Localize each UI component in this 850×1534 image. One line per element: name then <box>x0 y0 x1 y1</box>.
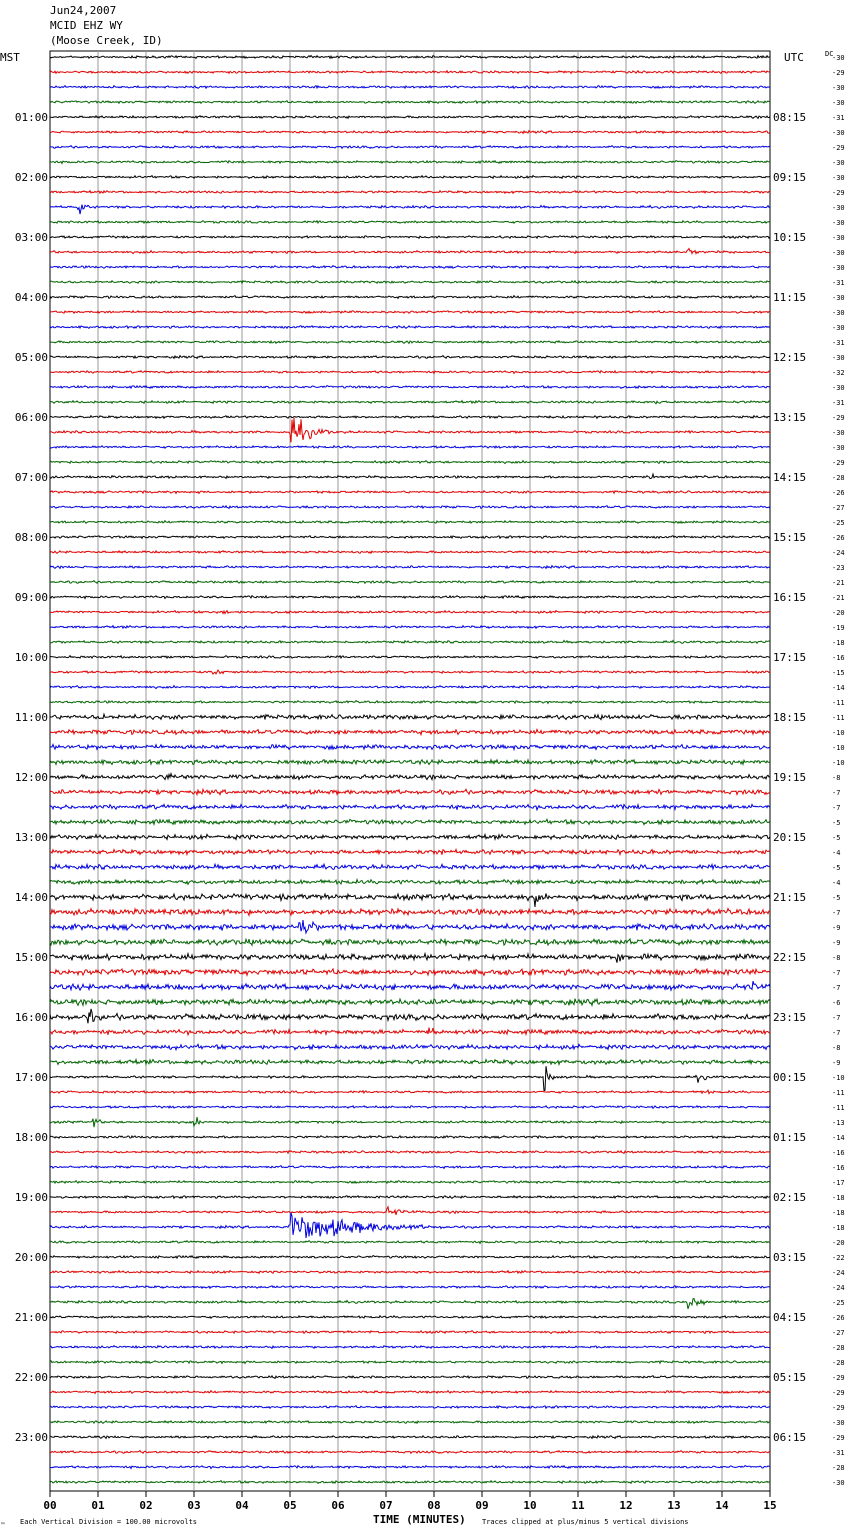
x-tick-label: 08 <box>427 1499 441 1512</box>
dc-offset-label: -28 <box>832 1464 845 1472</box>
seismic-trace-line <box>50 191 770 194</box>
dc-offset-label: -18 <box>832 1224 845 1232</box>
seismic-trace-line <box>50 506 770 509</box>
right-hour-label: 14:15 <box>773 471 807 484</box>
x-tick-label: 15 <box>763 1499 777 1512</box>
seismic-trace-line <box>50 236 770 239</box>
dc-offset-label: -7 <box>832 789 841 797</box>
dc-offset-label: -18 <box>832 1194 845 1202</box>
seismic-trace-line <box>50 626 770 629</box>
seismic-trace-line <box>50 146 770 149</box>
dc-offset-label: -8 <box>832 1044 841 1052</box>
left-hour-label: 07:00 <box>14 471 48 484</box>
right-hour-label: 09:15 <box>773 171 807 184</box>
seismic-trace-line <box>50 474 770 479</box>
dc-offset-label: -30 <box>832 294 845 302</box>
dc-offset-label: -5 <box>832 894 841 902</box>
seismic-trace-line <box>50 386 770 389</box>
right-hour-label: 18:15 <box>773 711 807 724</box>
dc-offset-label: -17 <box>832 1179 845 1187</box>
seismic-trace-line <box>50 131 770 134</box>
dc-offset-label: -30 <box>832 84 845 92</box>
dc-offset-label: -28 <box>832 474 845 482</box>
x-tick-label: 01 <box>91 1499 105 1512</box>
x-tick-label: 12 <box>619 1499 633 1512</box>
seismic-trace-line <box>50 205 770 215</box>
x-tick-label: 00 <box>43 1499 57 1512</box>
left-hour-label: 19:00 <box>14 1191 48 1204</box>
clip-note: Traces clipped at plus/minus 5 vertical divisions <box>482 1518 689 1526</box>
x-tick-label: 09 <box>475 1499 489 1512</box>
seismic-trace-line <box>50 416 770 419</box>
seismic-trace-line <box>50 1196 770 1199</box>
seismic-trace-line <box>50 521 770 524</box>
seismic-trace-line <box>50 296 770 299</box>
seismic-trace-line <box>50 1090 770 1094</box>
seismic-trace-line <box>50 56 770 59</box>
dc-offset-label: -16 <box>832 654 845 662</box>
x-tick-label: 05 <box>283 1499 297 1512</box>
dc-offset-label: -29 <box>832 189 845 197</box>
dc-offset-label: -30 <box>832 159 845 167</box>
left-hour-label: 21:00 <box>14 1311 48 1324</box>
right-hour-label: 19:15 <box>773 771 807 784</box>
right-hour-label: 23:15 <box>773 1011 807 1024</box>
dc-offset-label: -30 <box>832 384 845 392</box>
seismic-trace-line <box>50 596 770 599</box>
dc-offset-label: -24 <box>832 1284 845 1292</box>
seismic-trace-line <box>50 176 770 179</box>
left-hour-label: 05:00 <box>14 351 48 364</box>
seismic-trace-line <box>50 1117 770 1127</box>
right-hour-label: 04:15 <box>773 1311 807 1324</box>
dc-offset-label: -11 <box>832 1089 845 1097</box>
left-hour-label: 23:00 <box>14 1431 48 1444</box>
seismic-trace-line <box>50 1028 770 1035</box>
dc-offset-label: -25 <box>832 1299 845 1307</box>
dc-offset-label: -27 <box>832 1329 845 1337</box>
seismic-trace-line <box>50 1451 770 1454</box>
seismic-trace-line <box>50 1207 770 1215</box>
x-tick-label: 10 <box>523 1499 537 1512</box>
seismic-trace-line <box>50 611 770 614</box>
dc-offset-label: -29 <box>832 144 845 152</box>
dc-offset-label: -16 <box>832 1164 845 1172</box>
dc-offset-label: -29 <box>832 1404 845 1412</box>
dc-offset-label: -29 <box>832 414 845 422</box>
seismic-trace-line <box>50 1406 770 1409</box>
dc-offset-label: -7 <box>832 969 841 977</box>
dc-offset-label: -8 <box>832 774 841 782</box>
dc-offset-label: -20 <box>832 609 845 617</box>
right-hour-label: 12:15 <box>773 351 807 364</box>
left-hour-label: 13:00 <box>14 831 48 844</box>
dc-offset-label: -30 <box>832 54 845 62</box>
seismic-trace-line <box>50 551 770 554</box>
scale-note: Each Vertical Division = 100.00 microvolts <box>20 1518 198 1526</box>
seismic-trace-line <box>50 1316 770 1319</box>
seismic-trace-line <box>50 1391 770 1394</box>
x-tick-label: 06 <box>331 1499 345 1512</box>
dc-offset-label: -13 <box>832 1119 845 1127</box>
header-station: MCID EHZ WY <box>50 19 123 32</box>
dc-offset-label: -10 <box>832 759 845 767</box>
left-hour-label: 03:00 <box>14 231 48 244</box>
seismic-trace-line <box>50 789 770 794</box>
dc-offset-labels <box>832 54 845 1487</box>
right-hour-label: 16:15 <box>773 591 807 604</box>
seismic-trace-line <box>50 356 770 359</box>
x-tick-label: 04 <box>235 1499 249 1512</box>
dc-offset-label: -20 <box>832 1239 845 1247</box>
seismic-trace-line <box>50 1009 770 1023</box>
right-hour-label: 17:15 <box>773 651 807 664</box>
dc-offset-label: -5 <box>832 819 841 827</box>
dc-offset-label: -30 <box>832 174 845 182</box>
x-axis-label: TIME (MINUTES) <box>373 1513 466 1526</box>
dc-offset-label: -9 <box>832 939 841 947</box>
dc-offset-label: -23 <box>832 564 845 572</box>
seismic-trace-line <box>50 86 770 89</box>
dc-offset-label: -11 <box>832 1104 845 1112</box>
dc-offset-label: -30 <box>832 99 845 107</box>
right-hour-label: 22:15 <box>773 951 807 964</box>
seismic-trace-line <box>50 686 770 689</box>
seismic-trace-line <box>50 656 770 659</box>
dc-offset-label: -7 <box>832 1014 841 1022</box>
seismic-trace-line <box>50 641 770 644</box>
left-hour-label: 17:00 <box>14 1071 48 1084</box>
left-hour-label: 10:00 <box>14 651 48 664</box>
x-tick-label: 03 <box>187 1499 201 1512</box>
dc-offset-label: -29 <box>832 69 845 77</box>
dc-offset-label: -24 <box>832 549 845 557</box>
seismic-trace-line <box>50 1299 770 1309</box>
dc-offset-label: -31 <box>832 1449 845 1457</box>
dc-offset-label: -28 <box>832 1344 845 1352</box>
seismic-trace-line <box>50 729 770 734</box>
dc-offset-label: -4 <box>832 879 841 887</box>
right-hour-label: 20:15 <box>773 831 807 844</box>
seismic-trace-line <box>50 744 770 749</box>
seismic-trace-line <box>50 536 770 539</box>
seismic-trace-line <box>50 1421 770 1424</box>
seismic-trace-line <box>50 1181 770 1184</box>
dc-offset-label: -7 <box>832 1029 841 1037</box>
left-hour-label: 20:00 <box>14 1251 48 1264</box>
dc-offset-header: DC <box>825 50 834 58</box>
x-tick-label: 07 <box>379 1499 393 1512</box>
seismic-trace-line <box>50 116 770 119</box>
left-hour-label: 04:00 <box>14 291 48 304</box>
seismic-trace-line <box>50 1286 770 1289</box>
seismic-trace-line <box>50 920 770 933</box>
left-hour-label: 06:00 <box>14 411 48 424</box>
left-hour-label: 01:00 <box>14 111 48 124</box>
corner-mark: ™ <box>1 1522 5 1529</box>
dc-offset-label: -31 <box>832 399 845 407</box>
seismic-trace-line <box>50 834 770 839</box>
seismic-trace-line <box>50 281 770 284</box>
seismic-trace-line <box>50 371 770 374</box>
dc-offset-label: -10 <box>832 729 845 737</box>
seismic-trace-line <box>50 1060 770 1065</box>
seismic-trace-line <box>50 1241 770 1244</box>
right-hour-label: 01:15 <box>773 1131 807 1144</box>
seismic-trace-line <box>50 266 770 269</box>
dc-offset-label: -10 <box>832 744 845 752</box>
dc-offset-label: -30 <box>832 324 845 332</box>
dc-offset-label: -31 <box>832 279 845 287</box>
right-hour-label: 10:15 <box>773 231 807 244</box>
dc-offset-label: -30 <box>832 429 845 437</box>
seismic-trace-line <box>50 1346 770 1349</box>
seismic-trace-line <box>50 1166 770 1169</box>
seismic-trace-line <box>50 1151 770 1154</box>
seismic-trace-line <box>50 71 770 74</box>
dc-offset-label: -28 <box>832 1359 845 1367</box>
left-hour-label: 11:00 <box>14 711 48 724</box>
seismic-trace-line <box>50 566 770 569</box>
seismic-trace-line <box>50 1436 770 1439</box>
right-hour-label: 00:15 <box>773 1071 807 1084</box>
dc-offset-label: -29 <box>832 1374 845 1382</box>
left-hour-label: 09:00 <box>14 591 48 604</box>
seismic-trace-line <box>50 1136 770 1139</box>
dc-offset-label: -30 <box>832 264 845 272</box>
dc-offset-label: -4 <box>832 849 841 857</box>
dc-offset-label: -5 <box>832 864 841 872</box>
x-tick-label: 11 <box>571 1499 585 1512</box>
right-timezone-label: UTC <box>784 51 804 64</box>
seismic-trace-line <box>50 1044 770 1049</box>
seismic-trace-line <box>50 1481 770 1484</box>
seismic-trace-line <box>50 1213 770 1238</box>
seismic-trace-line <box>50 1361 770 1364</box>
dc-offset-label: -7 <box>832 804 841 812</box>
seismic-trace-line <box>50 1106 770 1109</box>
seismic-trace-line <box>50 341 770 344</box>
seismic-trace-line <box>50 461 770 464</box>
left-hour-label: 02:00 <box>14 171 48 184</box>
left-hour-label: 22:00 <box>14 1371 48 1384</box>
seismic-trace-line <box>50 161 770 164</box>
seismic-trace-line <box>50 581 770 584</box>
seismic-trace-line <box>50 311 770 314</box>
seismic-trace-line <box>50 401 770 404</box>
seismic-traces <box>50 56 770 1484</box>
seismic-trace-line <box>50 1271 770 1274</box>
right-hour-label: 06:15 <box>773 1431 807 1444</box>
seismic-trace-line <box>50 101 770 104</box>
right-hour-label: 21:15 <box>773 891 807 904</box>
left-hour-label: 08:00 <box>14 531 48 544</box>
header-location: (Moose Creek, ID) <box>50 34 163 47</box>
dc-offset-label: -18 <box>832 1209 845 1217</box>
seismic-trace-line <box>50 864 770 869</box>
seismic-trace-line <box>50 1331 770 1334</box>
dc-offset-label: -30 <box>832 129 845 137</box>
seismic-trace-line <box>50 909 770 916</box>
right-hour-label: 02:15 <box>773 1191 807 1204</box>
right-hour-label: 08:15 <box>773 111 807 124</box>
dc-offset-label: -8 <box>832 954 841 962</box>
dc-offset-label: -14 <box>832 684 845 692</box>
dc-offset-label: -30 <box>832 204 845 212</box>
dc-offset-label: -31 <box>832 339 845 347</box>
dc-offset-label: -26 <box>832 489 845 497</box>
seismic-trace-line <box>50 1066 770 1091</box>
dc-offset-label: -29 <box>832 1434 845 1442</box>
x-tick-label: 13 <box>667 1499 681 1512</box>
dc-offset-label: -5 <box>832 834 841 842</box>
seismic-trace-line <box>50 446 770 449</box>
dc-offset-label: -21 <box>832 579 845 587</box>
dc-offset-label: -14 <box>832 1134 845 1142</box>
left-hour-label: 15:00 <box>14 951 48 964</box>
right-hour-label: 05:15 <box>773 1371 807 1384</box>
right-hour-label: 11:15 <box>773 291 807 304</box>
seismic-trace-line <box>50 969 770 975</box>
dc-offset-label: -25 <box>832 519 845 527</box>
seismic-trace-line <box>50 894 770 908</box>
seismic-trace-line <box>50 714 770 719</box>
dc-offset-label: -7 <box>832 909 841 917</box>
dc-offset-label: -18 <box>832 639 845 647</box>
dc-offset-label: -30 <box>832 1419 845 1427</box>
right-hour-label: 13:15 <box>773 411 807 424</box>
seismic-trace-line <box>50 760 770 765</box>
dc-offset-label: -32 <box>832 369 845 377</box>
left-hour-label: 14:00 <box>14 891 48 904</box>
dc-offset-label: -9 <box>832 1059 841 1067</box>
dc-offset-label: -22 <box>832 1254 845 1262</box>
seismic-trace-line <box>50 819 770 824</box>
seismic-trace-line <box>50 805 770 810</box>
dc-offset-label: -19 <box>832 624 845 632</box>
seismic-trace-line <box>50 1466 770 1469</box>
dc-offset-label: -15 <box>832 669 845 677</box>
dc-offset-label: -16 <box>832 1149 845 1157</box>
seismic-trace-line <box>50 939 770 945</box>
left-hour-label: 18:00 <box>14 1131 48 1144</box>
x-axis-ticks <box>43 1491 776 1512</box>
dc-offset-label: -6 <box>832 999 841 1007</box>
left-hour-label: 16:00 <box>14 1011 48 1024</box>
seismic-trace-line <box>50 418 770 443</box>
dc-offset-label: -31 <box>832 114 845 122</box>
dc-offset-label: -30 <box>832 1479 845 1487</box>
dc-offset-label: -11 <box>832 714 845 722</box>
seismic-trace-line <box>50 850 770 855</box>
dc-offset-label: -30 <box>832 444 845 452</box>
header-date: Jun24,2007 <box>50 4 117 17</box>
left-hour-label: 12:00 <box>14 771 48 784</box>
dc-offset-label: -27 <box>832 504 845 512</box>
seismic-trace-line <box>50 774 770 780</box>
dc-offset-label: -26 <box>832 534 845 542</box>
x-tick-label: 02 <box>139 1499 153 1512</box>
seismic-trace-line <box>50 326 770 329</box>
seismic-trace-line <box>50 999 770 1006</box>
seismic-trace-line <box>50 880 770 885</box>
dc-offset-label: -29 <box>832 459 845 467</box>
dc-offset-label: -10 <box>832 1074 845 1082</box>
seismic-trace-line <box>50 249 770 254</box>
dc-offset-label: -24 <box>832 1269 845 1277</box>
dc-offset-label: -9 <box>832 924 841 932</box>
seismic-trace-line <box>50 670 770 674</box>
dc-offset-label: -30 <box>832 234 845 242</box>
dc-offset-label: -11 <box>832 699 845 707</box>
seismic-trace-line <box>50 954 770 963</box>
seismic-trace-line <box>50 701 770 704</box>
x-tick-label: 14 <box>715 1499 729 1512</box>
dc-offset-label: -30 <box>832 354 845 362</box>
seismic-trace-line <box>50 1256 770 1259</box>
dc-offset-label: -29 <box>832 1389 845 1397</box>
dc-offset-label: -30 <box>832 249 845 257</box>
dc-offset-label: -30 <box>832 219 845 227</box>
seismic-trace-line <box>50 981 770 990</box>
dc-offset-label: -26 <box>832 1314 845 1322</box>
right-hour-label: 03:15 <box>773 1251 807 1264</box>
right-hour-label: 15:15 <box>773 531 807 544</box>
seismic-trace-line <box>50 491 770 494</box>
dc-offset-label: -21 <box>832 594 845 602</box>
seismic-trace-line <box>50 221 770 224</box>
seismic-trace-line <box>50 1376 770 1379</box>
dc-offset-label: -7 <box>832 984 841 992</box>
dc-offset-label: -30 <box>832 309 845 317</box>
left-timezone-label: MST <box>0 51 20 64</box>
